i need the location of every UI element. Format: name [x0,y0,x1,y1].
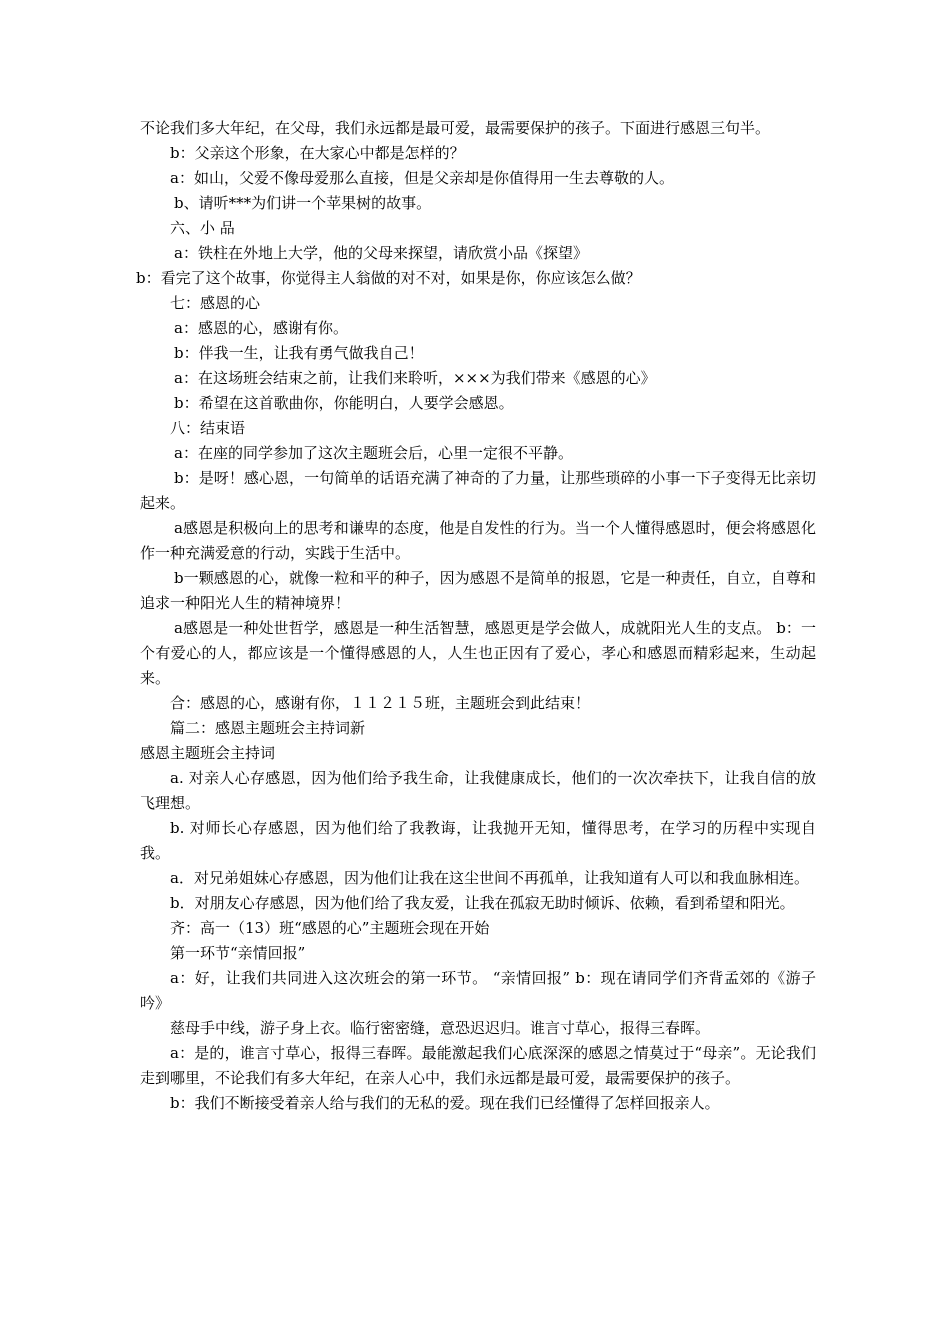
poem-line: 慈母手中线，游子身上衣。临行密密缝，意恐迟迟归。谁言寸草心，报得三春晖。 [170,1019,711,1037]
section-heading: 七：感恩的心 [170,294,261,312]
paragraph: a. 对亲人心存感恩，因为他们给予我生命，让我健康成长，他们的一次次牵扶下，让我自信的放飞理想。 [140,769,816,812]
section-heading: 八：结束语 [170,419,246,437]
paragraph: b、请听***为们讲一个苹果树的故事。 [174,194,432,212]
paragraph: b：希望在这首歌曲你，你能明白，人要学会感恩。 [174,394,514,412]
paragraph: a：好，让我们共同进入这次班会的第一环节。 “亲情回报” b：现在请同学们齐背孟郊的《游子吟》 [140,969,816,1012]
paragraph: a：在这场班会结束之前，让我们来聆听，×××为我们带来《感恩的心》 [174,369,656,387]
paragraph: b．对朋友心存感恩，因为他们给了我友爱，让我在孤寂无助时倾诉、依赖，看到希望和阳光。 [170,894,795,912]
section-heading: 六、小 品 [170,219,235,237]
section-heading: 篇二：感恩主题班会主持词新 [170,719,366,737]
paragraph: a：铁柱在外地上大学，他的父母来探望，请欣赏小品《探望》 [174,244,588,262]
paragraph: 合：感恩的心，感谢有你，１１２１５班，主题班会到此结束！ [170,694,591,712]
paragraph: b：看完了这个故事，你觉得主人翁做的对不对，如果是你，你应该怎么做？ [136,269,641,287]
paragraph: b：是呀！感心恩，一句简单的话语充满了神奇的了力量，让那些琐碎的小事一下子变得无比亲切起来。 [140,469,816,512]
paragraph: a感恩是一种处世哲学，感恩是一种生活智慧，感恩更是学会做人，成就阳光人生的支点。 b：一个有爱心的人，都应该是一个懂得感恩的人，人生也正因有了爱心，孝心和感恩而精彩起来，生动起来。 [140,619,816,687]
section-heading: 第一环节“亲情回报” [170,944,306,962]
paragraph: a：是的，谁言寸草心，报得三春晖。最能激起我们心底深深的感恩之情莫过于“母亲”。无论我们走到哪里，不论我们有多大年纪，在亲人心中，我们永远都是最可爱，最需要保护的孩子。 [140,1044,816,1087]
paragraph: a．对兄弟姐妹心存感恩，因为他们让我在这尘世间不再孤单，让我知道有人可以和我血脉相连。 [170,869,809,887]
document-page [136,116,816,1116]
paragraph: b：我们不断接受着亲人给与我们的无私的爱。现在我们已经懂得了怎样回报亲人。 [170,1094,720,1112]
paragraph: a：如山，父爱不像母爱那么直接，但是父亲却是你值得用一生去尊敬的人。 [170,169,674,187]
paragraph: b：父亲这个形象，在大家心中都是怎样的？ [170,144,465,162]
paragraph: 不论我们多大年纪，在父母，我们永远都是最可爱，最需要保护的孩子。下面进行感恩三句半。 [140,119,771,137]
paragraph: a：在座的同学参加了这次主题班会后，心里一定很不平静。 [174,444,573,462]
document-title: 感恩主题班会主持词 [140,744,276,762]
paragraph: b一颗感恩的心，就像一粒和平的种子，因为感恩不是简单的报恩，它是一种责任，自立，自尊和追求一种阳光人生的精神境界！ [140,569,816,612]
paragraph: a感恩是积极向上的思考和谦卑的态度，他是自发性的行为。当一个人懂得感恩时，便会将感恩化作一种充满爱意的行动，实践于生活中。 [140,519,816,562]
paragraph: b：伴我一生，让我有勇气做我自己！ [174,344,424,362]
paragraph: 齐：高一（13）班“感恩的心”主题班会现在开始 [170,919,490,937]
paragraph: b. 对师长心存感恩，因为他们给了我教诲，让我抛开无知，懂得思考，在学习的历程中实现自我。 [140,819,816,862]
paragraph: a：感恩的心，感谢有你。 [174,319,348,337]
